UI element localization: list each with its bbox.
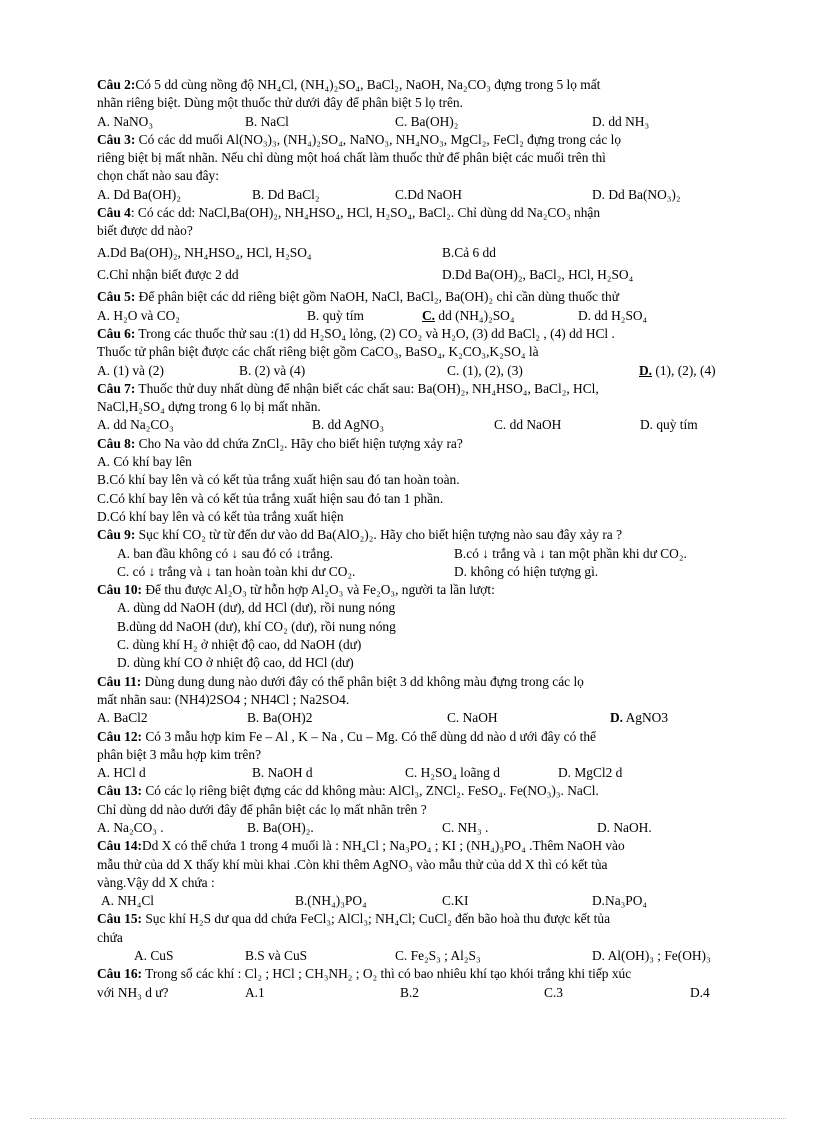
answer-options (97, 764, 737, 782)
question-label: Câu 7: (97, 380, 136, 396)
option-a: A.Dd Ba(OH)₂, NH₄HSO₄, HCl, H₂SO₄ (97, 245, 312, 261)
option-d: D. Dd Ba(NO₃)₂ (592, 186, 681, 202)
question-5 (97, 288, 737, 306)
option-c: C.KI (442, 893, 469, 909)
question-text: Dùng dung dung nào dưới đây có thể phân biệt 3 dd không màu đựng trong các lọ (141, 673, 584, 689)
question-7 (97, 380, 737, 398)
option-b: B. Ba(OH)2 (247, 710, 313, 726)
option-b: B. quỳ tím (307, 307, 364, 323)
answer-options (97, 362, 737, 380)
option-a: A. NH₄Cl (101, 893, 155, 909)
option-c: C. NaOH (447, 710, 498, 726)
question-text: Sục khí CO₂ từ từ đến dư vào dd Ba(AlO₂)₂. Hãy cho biết hiện tượng nào sau đây xảy ra ? (135, 527, 623, 543)
option-c: C. có ↓ trắng và ↓ tan hoàn toàn khi dư CO₂. (117, 563, 356, 579)
option-c: C. Fe₂S₃ ; Al₂S₃ (395, 948, 481, 964)
question-text: chọn chất nào sau đây: (97, 168, 219, 184)
question-text: NaCl,H₂SO₄ dựng trong 6 lọ bị mất nhãn. (97, 399, 321, 415)
option-c: C. Ba(OH)₂ (395, 113, 459, 129)
answer-options (97, 266, 737, 288)
option-b: B.Cả 6 dd (442, 245, 496, 261)
question-label: Câu 6: (97, 325, 136, 341)
question-label: Câu 16: (97, 966, 143, 982)
page-bottom-divider (30, 1118, 786, 1119)
option-c: C. dd (NH₄)₂SO₄ (422, 307, 515, 323)
option-d: D. AgNO3 (610, 710, 669, 726)
option-d: D. NaOH. (597, 819, 652, 835)
option-b: B.S và CuS (245, 948, 308, 964)
question-text: Dd X có thể chứa 1 trong 4 muối là : NH₄Cl ; Na₃PO₄ ; KI ; (NH₄)₃PO₄ .Thêm NaOH vào (142, 838, 625, 854)
option-a: A. H₂O và CO₂ (97, 307, 180, 323)
answer-options (97, 545, 737, 563)
question-text: Sục khí H₂S dư qua dd chứa FeCl₃; AlCl₃; NH₄Cl; CuCl₂ đến bão hoà thu được kết tủa (142, 911, 611, 927)
option-d: D. không có hiện tượng gì. (454, 563, 599, 579)
option-b: B. (2) và (4) (239, 362, 306, 378)
option-d: D. quỳ tím (640, 417, 698, 433)
question-8 (97, 435, 737, 453)
option-b: B.dùng dd NaOH (dư), khí CO₂ (dư), rồi nung nóng (117, 618, 396, 634)
question-9 (97, 526, 737, 544)
option-d: D.Có khí bay lên và có kết tủa trắng xuất hiện (97, 508, 344, 524)
option-d: D. MgCl2 d (558, 765, 623, 781)
option-c: C. NH₃ . (442, 819, 489, 835)
option-c: C. dd NaOH (494, 417, 562, 433)
option-a: A. HCl d (97, 765, 146, 781)
option-a: A. ban đầu không có ↓ sau đó có ↓trắng. (117, 545, 334, 561)
question-text: Thuốc thử duy nhất dùng để nhận biết các chất sau: Ba(OH)₂, NH₄HSO₄, BaCl₂, HCl, (135, 380, 599, 396)
correct-answer-marker: D. (639, 362, 653, 378)
answer-options (97, 563, 737, 581)
question-4 (97, 204, 737, 222)
option-b: B.2 (400, 984, 419, 1000)
question-label: Câu 11: (97, 673, 142, 689)
question-2 (97, 76, 737, 94)
answer-options (97, 709, 737, 727)
question-text: Có 5 dd cùng nồng độ NH₄Cl, (NH₄)₂SO₄, BaCl₂, NaOH, Na₂CO₃ đựng trong 5 lọ mất (135, 77, 601, 92)
question-text: Để phân biệt các dd riêng biệt gồm NaOH, NaCl, BaCl₂, Ba(OH)₂ chỉ cần dùng thuốc thử (135, 289, 619, 305)
question-text: Chỉ dùng dd nào dưới đây để phân biệt các lọ mất nhãn trên ? (97, 801, 427, 817)
question-text: Để thu được Al₂O₃ từ hỗn hợp Al₂O₃ và Fe₂O₃, người ta lần lượt: (142, 582, 495, 598)
option-b: B.có ↓ trắng và ↓ tan một phần khi dư CO₂. (454, 545, 687, 561)
option-b: B.(NH₄)₃PO₄ (295, 893, 367, 909)
question-label: Câu 4 (97, 205, 131, 221)
correct-answer-marker: C. (422, 307, 436, 323)
question-text: chứa (97, 929, 123, 945)
answer-options (97, 113, 737, 131)
question-text: Thuốc tử phân biệt được các chất riêng biệt gồm CaCO₃, BaSO₄, K₂CO₃,K₂SO₄ là (97, 344, 539, 360)
answer-options (97, 984, 737, 1002)
question-label: Câu 13: (97, 783, 143, 799)
answer-options (97, 947, 737, 965)
question-label: Câu 12: (97, 728, 143, 744)
option-a: A. dd Na₂CO₃ (97, 417, 174, 433)
option-b: B.Có khí bay lên và có kết tủa trắng xuất hiện sau đó tan hoàn toàn. (97, 472, 460, 488)
question-text: nhãn riêng biệt. Dùng một thuốc thử dưới đây để phân biệt 5 lọ trên. (97, 95, 463, 111)
question-13 (97, 782, 737, 800)
question-text: Có các lọ riêng biệt đựng các dd không màu: AlCl₃, ZNCl₂. FeSO₄. Fe(NO₃)₃. NaCl. (142, 783, 599, 799)
worksheet (97, 76, 737, 1002)
answer-options (97, 307, 737, 325)
question-text: Cho Na vào dd chứa ZnCl₂. Hãy cho biết hiện tượng xảy ra? (135, 435, 463, 451)
question-text: Có các dd muối Al(NO₃)₃, (NH₄)₂SO₄, NaNO₃, NH₄NO₃, MgCl₂, FeCl₂ đựng trong các lọ (135, 131, 622, 147)
question-text: Trong các thuốc thử sau :(1) dd H₂SO₄ lỏng, (2) CO₂ và H₂O, (3) dd BaCl₂ , (4) dd HCl . (135, 325, 615, 341)
question-label: Câu 5: (97, 289, 136, 305)
question-16 (97, 965, 737, 983)
option-b: B. Ba(OH)₂. (247, 819, 314, 835)
option-c: C.3 (544, 984, 563, 1000)
option-a: A. Na₂CO₃ . (97, 819, 164, 835)
question-text: biết được dd nào? (97, 223, 193, 239)
question-15 (97, 910, 737, 928)
question-label: Câu 10: (97, 582, 143, 598)
question-10 (97, 581, 737, 599)
question-text: với NH₃ d ư? (97, 984, 169, 1000)
question-label: Câu 14: (97, 838, 143, 854)
option-d: D. dd H₂SO₄ (578, 307, 648, 323)
option-c: C.Dd NaOH (395, 186, 462, 202)
question-text: : Có các dd: NaCl,Ba(OH)₂, NH₄HSO₄, HCl, H₂SO₄, BaCl₂. Chỉ dùng dd Na₂CO₃ nhận (130, 205, 601, 221)
option-d: D.4 (690, 984, 710, 1000)
answer-options (97, 416, 737, 434)
option-b: B. Dd BaCl₂ (252, 186, 320, 202)
option-d: D. (1), (2), (4) (639, 362, 716, 378)
option-c: C. (1), (2), (3) (447, 362, 523, 378)
option-d: D. dd NH₃ (592, 113, 650, 129)
question-text: mất nhãn sau: (NH4)2SO4 ; NH4Cl ; Na2SO4. (97, 691, 350, 707)
answer-options (97, 892, 737, 910)
option-a: A. dùng dd NaOH (dư), dd HCl (dư), rồi nung nóng (117, 600, 396, 616)
question-6 (97, 325, 737, 343)
option-c: C. H₂SO₄ loãng d (405, 765, 500, 781)
question-text: phân biệt 3 mẫu hợp kim trên? (97, 746, 262, 762)
option-c: C. dùng khí H₂ ở nhiệt độ cao, dd NaOH (dư) (117, 637, 362, 653)
question-label: Câu 2: (97, 77, 136, 92)
option-a: A. (1) và (2) (97, 362, 164, 378)
option-d: D.Dd Ba(OH)₂, BaCl₂, HCl, H₂SO₄ (442, 267, 634, 283)
question-11 (97, 673, 737, 691)
option-a: A. CuS (134, 948, 174, 964)
question-text: Có 3 mẫu hợp kim Fe – Al , K – Na , Cu – Mg. Có thể dùng dd nào d ưới đây có thể (142, 728, 596, 744)
answer-options (97, 244, 737, 266)
option-a: A. NaNO₃ (97, 113, 153, 129)
question-14 (97, 837, 737, 855)
question-text: riêng biệt bị mất nhãn. Nếu chỉ dùng một hoá chất làm thuốc thử để phân biệt các muối trên thì (97, 150, 606, 166)
option-b: B. NaOH d (252, 765, 313, 781)
question-3 (97, 131, 737, 149)
option-a: A. Dd Ba(OH)₂ (97, 186, 181, 202)
option-d: D. dùng khí CO ở nhiệt độ cao, dd HCl (dư) (117, 655, 354, 671)
answer-options (97, 819, 737, 837)
option-b: B. NaCl (245, 113, 289, 129)
option-a: A. Có khí bay lên (97, 454, 192, 470)
question-label: Câu 3: (97, 131, 136, 147)
option-b: B. dd AgNO₃ (312, 417, 385, 433)
question-text: Trong số các khí : Cl₂ ; HCl ; CH₃NH₂ ; O₂ thì có bao nhiêu khí tạo khói trắng khi tiếp xúc (142, 966, 632, 982)
option-a: A. BaCl2 (97, 710, 148, 726)
option-c: C.Chỉ nhận biết được 2 dd (97, 267, 239, 283)
question-label: Câu 8: (97, 435, 136, 451)
option-d: D.Na₃PO₄ (592, 893, 648, 909)
option-c: C.Có khí bay lên và có kết tủa trắng xuất hiện sau đó tan 1 phần. (97, 490, 444, 506)
question-label: Câu 15: (97, 911, 143, 927)
question-12 (97, 728, 737, 746)
answer-options (97, 186, 737, 204)
question-label: Câu 9: (97, 527, 136, 543)
question-text: vàng.Vậy dd X chứa : (97, 874, 215, 890)
question-text: mẫu thử của dd X thấy khí mùi khai .Còn khi thêm AgNO₃ vào mẫu thử của dd X thì có kết tủa (97, 856, 608, 872)
option-a: A.1 (245, 984, 265, 1000)
option-d: D. Al(OH)₃ ; Fe(OH)₃ (592, 948, 711, 964)
